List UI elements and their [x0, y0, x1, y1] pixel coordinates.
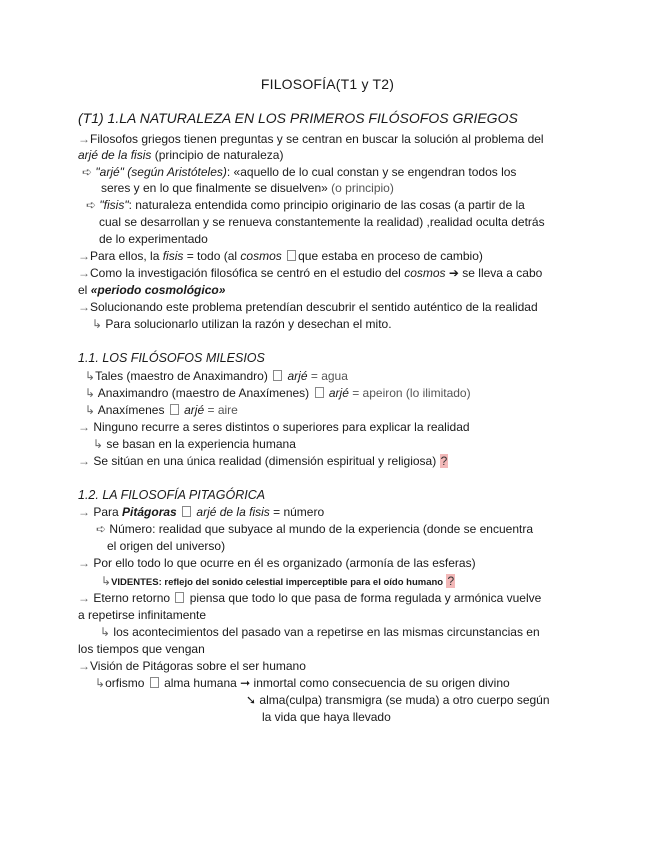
- text-line: el «periodo cosmológico»: [78, 283, 226, 297]
- text-line: seres y en lo que finalmente se disuelven» (o principio): [101, 181, 394, 195]
- box-icon: [175, 592, 184, 603]
- text-line: ↳Tales (maestro de Anaximandro) arjé = agua: [85, 369, 348, 383]
- box-icon: [170, 404, 179, 415]
- document-title: FILOSOFÍA(T1 y T2): [260, 76, 395, 92]
- text-line: ↳ Anaxímenes arjé = aire: [85, 403, 238, 417]
- hand-arrow-icon: ➪: [82, 165, 93, 179]
- bold-arrow-icon: ➔: [448, 266, 459, 280]
- text-line: ↳ se basan en la experiencia humana: [93, 437, 296, 451]
- arrow-icon: →: [78, 300, 90, 314]
- section-heading-t1: (T1) 1.LA NATURALEZA EN LOS PRIMEROS FILÓSOFOS GRIEGOS: [78, 110, 518, 126]
- question-mark-badge: ?: [447, 574, 455, 588]
- sub-arrow-icon: ↳: [85, 369, 96, 383]
- text-line: ↳ Anaximandro (maestro de Anaxímenes) arjé = apeiron (lo ilimitado): [85, 386, 471, 400]
- text-line: →Para ellos, la fisis = todo (al cosmos que estaba en proceso de cambio): [78, 249, 483, 263]
- text-line: ↳ Para solucionarlo utilizan la razón y desechan el mito.: [92, 317, 392, 331]
- arrow-icon: →: [78, 132, 90, 146]
- box-icon: [150, 677, 159, 688]
- arrow-icon: →: [78, 591, 90, 605]
- box-icon: [273, 370, 282, 381]
- text-line: → Por ello todo lo que ocurre en él es organizado (armonía de las esferas): [78, 556, 476, 570]
- sub-arrow-icon: ↳: [92, 317, 103, 331]
- arrow-icon: →: [78, 454, 90, 468]
- sub-arrow-icon: ↳: [85, 403, 96, 417]
- text-line: a repetirse infinitamente: [78, 608, 207, 622]
- arrow-icon: →: [78, 249, 90, 263]
- text-line: ➘ alma(culpa) transmigra (se muda) a otro cuerpo según: [246, 693, 550, 707]
- text-line: arjé de la fisis (principio de naturaleza): [78, 148, 284, 162]
- text-line: el origen del universo): [107, 539, 226, 553]
- right-arrow-icon: ➞: [240, 676, 251, 690]
- sub-arrow-icon: ↳: [95, 676, 106, 690]
- text-line: ↳ los acontecimientos del pasado van a repetirse en las mismas circunstancias en: [100, 625, 540, 639]
- text-line: ➪ "fisis": naturaleza entendida como principio originario de las cosas (a partir de la: [86, 198, 525, 212]
- box-icon: [182, 506, 191, 517]
- section-heading-milesios: 1.1. LOS FILÓSOFOS MILESIOS: [78, 351, 265, 365]
- hand-arrow-icon: ➪: [86, 198, 97, 212]
- text-line: → Para Pitágoras arjé de la fisis = número: [78, 505, 325, 519]
- text-line: cual se desarrollan y se renueva constantemente la realidad) ,realidad oculta detrás: [99, 215, 545, 229]
- text-line: → Ninguno recurre a seres distintos o superiores para explicar la realidad: [78, 420, 470, 434]
- sub-arrow-icon: ↳: [85, 386, 96, 400]
- text-line: →Visión de Pitágoras sobre el ser humano: [78, 659, 306, 673]
- text-line: → Eterno retorno piensa que todo lo que pasa de forma regulada y armónica vuelve: [78, 591, 542, 605]
- box-icon: [315, 387, 324, 398]
- sub-arrow-icon: ↳: [100, 625, 111, 639]
- sub-arrow-icon: ↳: [93, 437, 104, 451]
- text-line: →Como la investigación filosófica se centró en el estudio del cosmos ➔ se lleva a cabo: [78, 266, 543, 280]
- arrow-icon: →: [78, 266, 90, 280]
- arrow-icon: →: [78, 505, 90, 519]
- text-line: ➪ Número: realidad que subyace al mundo de la experiencia (donde se encuentra: [96, 522, 534, 536]
- section-heading-pitagorica: 1.2. LA FILOSOFÍA PITAGÓRICA: [78, 488, 266, 502]
- text-line: ↳orfismo alma humana ➞ inmortal como consecuencia de su origen divino: [95, 676, 510, 690]
- arrow-icon: →: [78, 556, 90, 570]
- text-line: ↳VIDENTES: reflejo del sonido celestial imperceptible para el oído humano ?: [101, 574, 455, 588]
- text-line: ➪ "arjé" (según Aristóteles): «aquello de lo cual constan y se engendran todos los: [82, 165, 517, 179]
- text-line: → Se sitúan en una única realidad (dimensión espiritual y religiosa) ?: [78, 454, 448, 468]
- text-line: la vida que haya llevado: [262, 710, 391, 724]
- arrow-icon: →: [78, 420, 90, 434]
- text-line: →Filosofos griegos tienen preguntas y se centran en buscar la solución al problema del: [78, 132, 544, 146]
- sub-arrow-icon: ↳: [101, 574, 112, 588]
- text-line: de lo experimentado: [99, 232, 208, 246]
- hand-arrow-icon: ➪: [96, 522, 107, 536]
- box-icon: [287, 250, 296, 261]
- text-line: los tiempos que vengan: [78, 642, 205, 656]
- text-line: →Solucionando este problema pretendían descubrir el sentido auténtico de la realidad: [78, 300, 538, 314]
- question-mark-badge: ?: [440, 454, 448, 468]
- arrow-icon: →: [78, 659, 90, 673]
- down-right-arrow-icon: ➘: [246, 693, 257, 707]
